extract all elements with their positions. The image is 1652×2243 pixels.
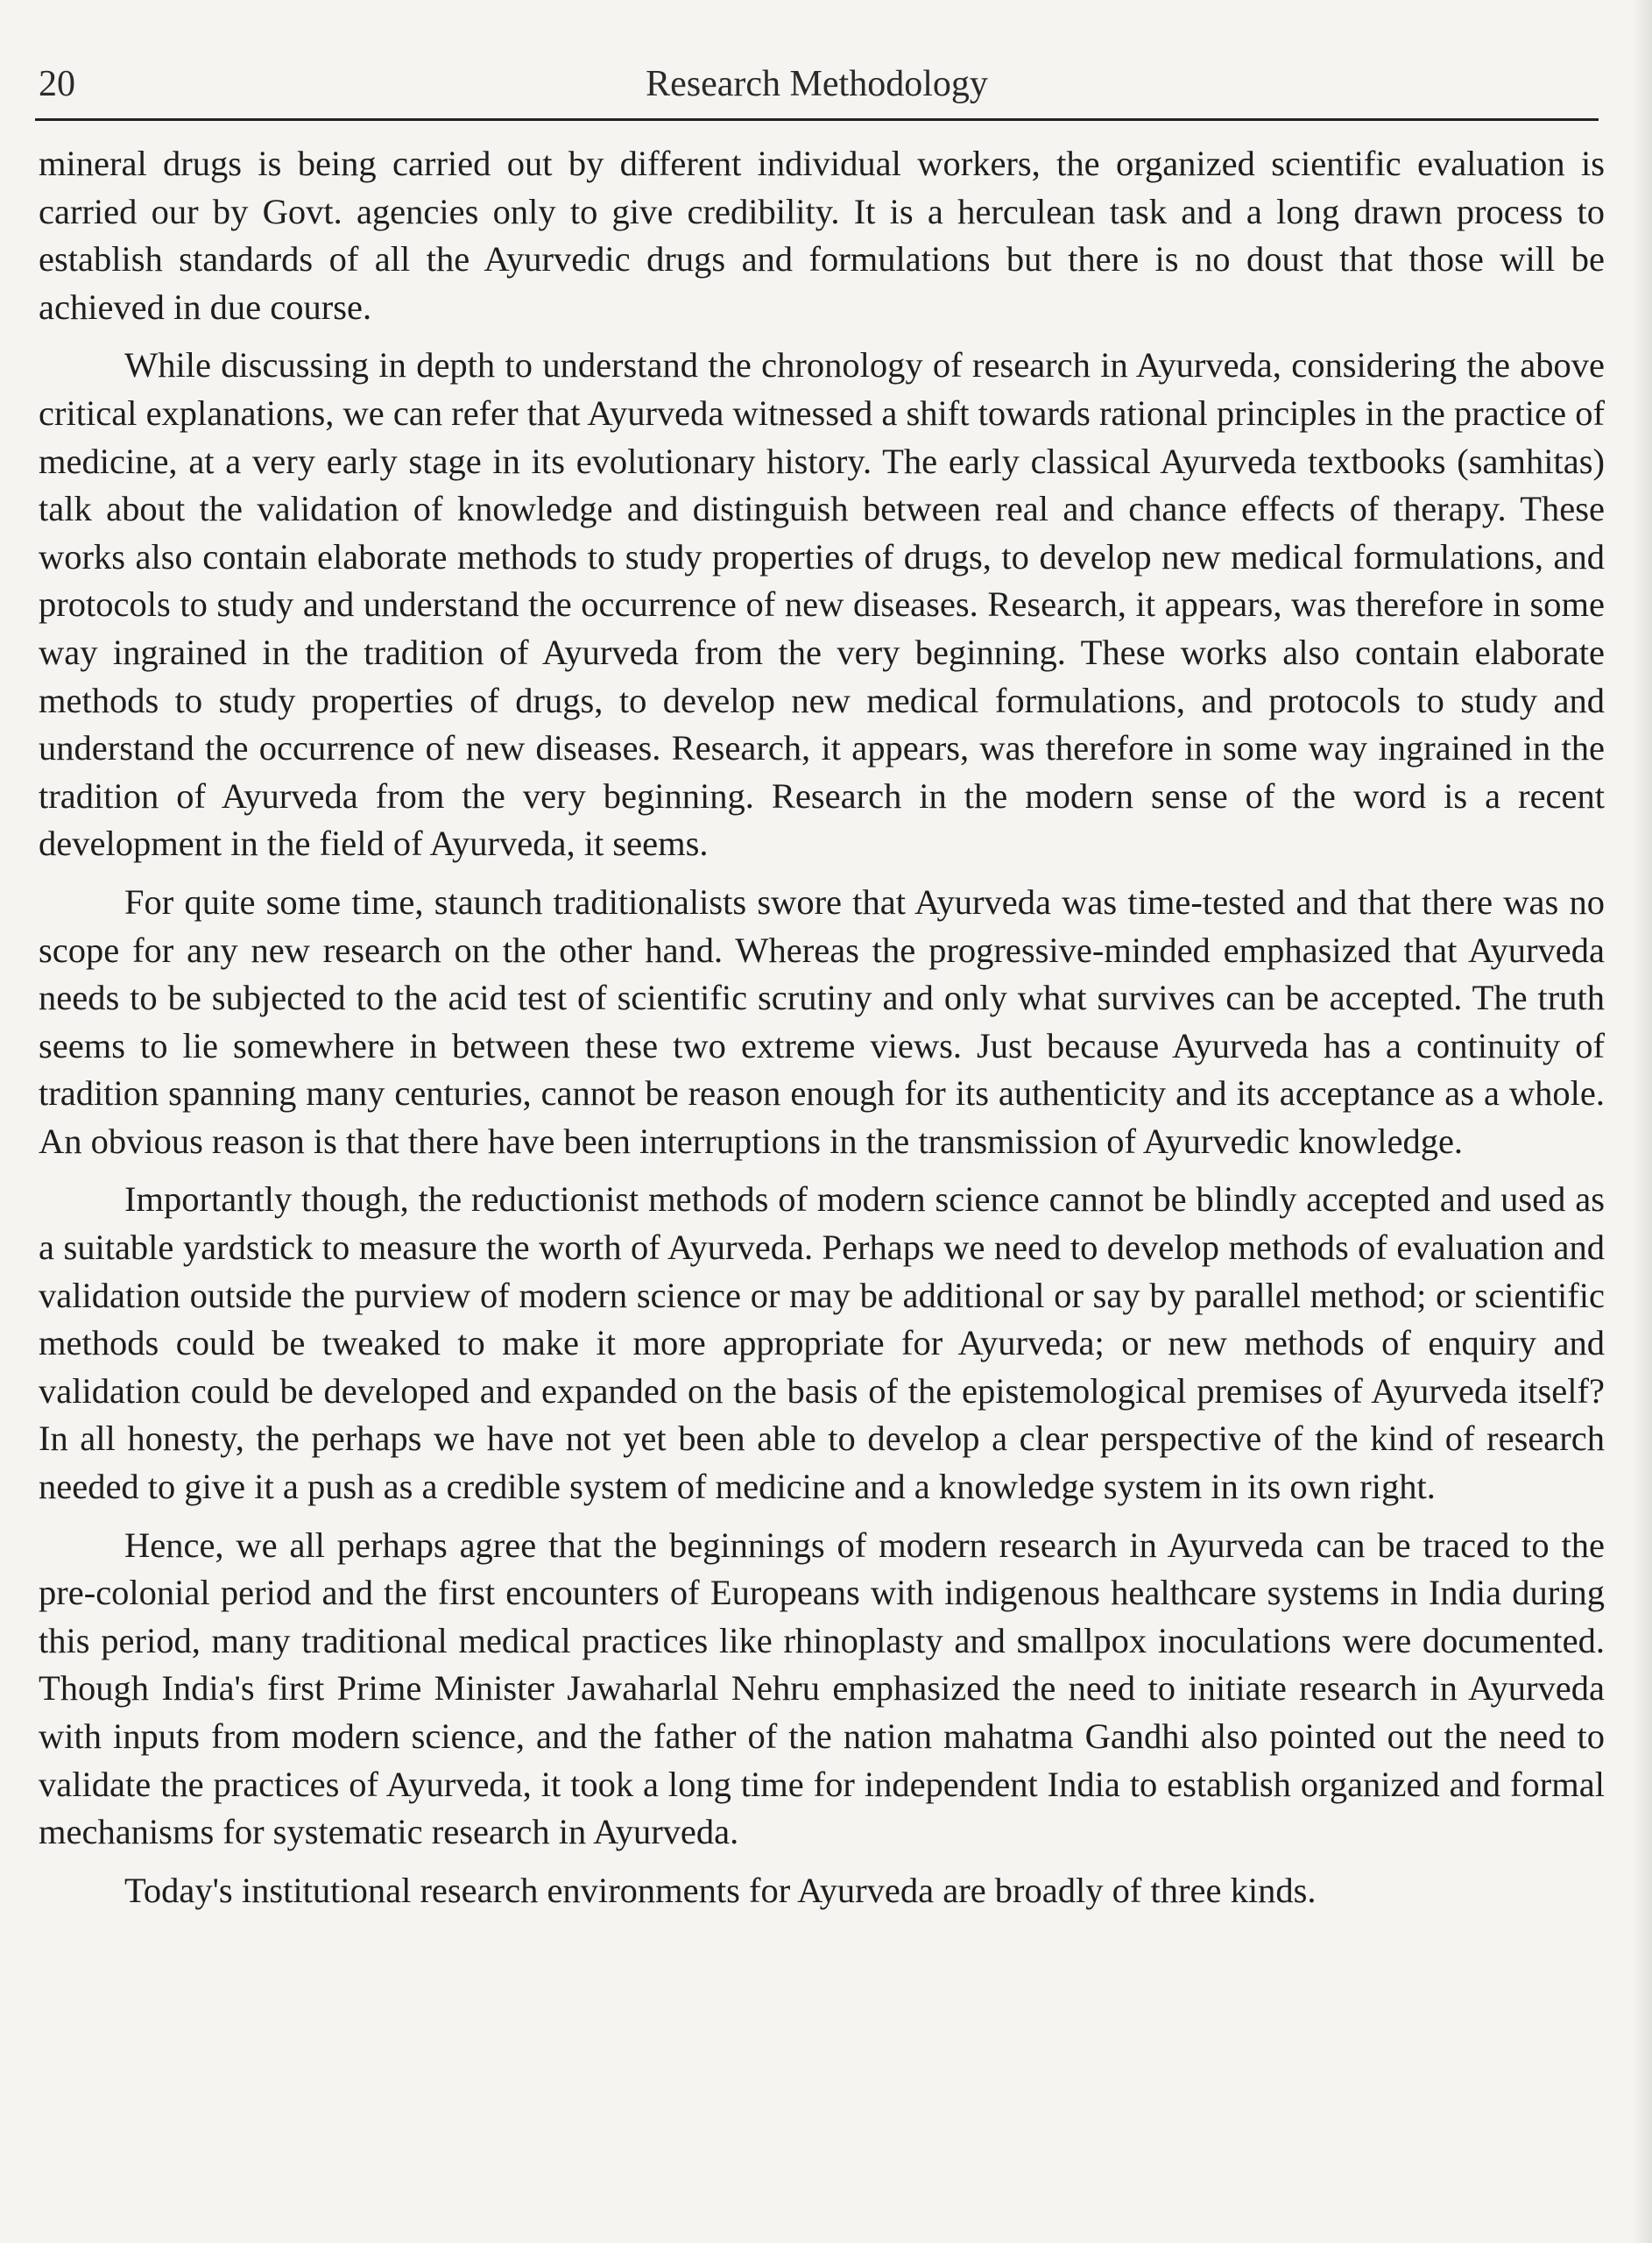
paragraph-traditionalists: For quite some time, staunch traditionalists swore that Ayurveda was time-tested and that there was no scope for any new research on the other hand. Whereas the progressive-minded emphasized that Ayurveda needs to be subjected to the acid test of scientific scrutiny and only what survives can be accepted. The truth seems to lie somewhere in between these two extreme views. Just because Ayurveda has a continuity of tradition spanning many centuries, cannot be reason enough for its authenticity and its acceptance as a whole. An obvious reason is that there have been interruptions in the transmission of Ayurvedic knowledge. — [39, 881, 1605, 1161]
paragraph-reductionist-methods: Importantly though, the reductionist methods of modern science cannot be blindly accepted and used as a suitable yardstick to measure the worth of Ayurveda. Perhaps we need to develop methods of evaluation and validation outside the purview of modern science or may be additional or say by parallel method; or scientific methods could be tweaked to make it more appropriate for Ayurveda; or new methods of enquiry and validation could be developed and expanded on the basis of the epistemological premises of Ayurveda itself? In all honesty, the perhaps we have not yet been able to develop a clear perspective of the kind of research needed to give it a push as a credible system of medicine and a knowledge system in its own right. — [39, 1179, 1605, 1507]
paragraph-modern-research-beginnings: Hence, we all perhaps agree that the beginnings of modern research in Ayurveda can be traced to the pre-colonial period and the first encounters of Europeans with indigenous healthcare systems in India during this period, many traditional medical practices like rhinoplasty and smallpox inoculations were documented. Though India's first Prime Minister Jawaharlal Nehru emphasized the need to initiate research in Ayurveda with inputs from modern science, and the father of the nation mahatma Gandhi also pointed out the need to validate the practices of Ayurveda, it took a long time for independent India to establish organized and formal mechanisms for systematic research in Ayurveda. — [39, 1525, 1605, 1852]
running-title: Research Methodology — [646, 64, 988, 104]
page-edge-shadow — [1633, 0, 1652, 2243]
body-text — [39, 140, 1605, 1914]
paragraph-continuation: mineral drugs is being carried out by different individual workers, the organized scientific evaluation is carried our by Govt. agencies only to give credibility. It is a herculean task and a long drawn process to establish standards of all the Ayurvedic drugs and formulations but there is no doust that those will be achieved in due course. — [39, 144, 1605, 327]
page-header — [35, 61, 1599, 121]
paragraph-institutional-environments: Today's institutional research environments for Ayurveda are broadly of three kinds. — [124, 1870, 1317, 1910]
page-number: 20 — [39, 64, 75, 104]
paragraph-chronology: While discussing in depth to understand the chronology of research in Ayurveda, considering the above critical explanations, we can refer that Ayurveda witnessed a shift towards rational principles in the practice of medicine, at a very early stage in its evolutionary history. The early classical Ayurveda textbooks (samhitas) talk about the validation of knowledge and distinguish between real and chance effects of therapy. These works also contain elaborate methods to study properties of drugs, to develop new medical formulations, and protocols to study and understand the occurrence of new diseases. Research, it appears, was therefore in some way ingrained in the tradition of Ayurveda from the very beginning. These works also contain elaborate methods to study properties of drugs, to develop new medical formulations, and protocols to study and understand the occurrence of new diseases. Research, it appears, was therefore in some way ingrained in the tradition of Ayurveda from the very beginning. Research in the modern sense of the word is a recent development in the field of Ayurveda, it seems. — [39, 345, 1605, 864]
